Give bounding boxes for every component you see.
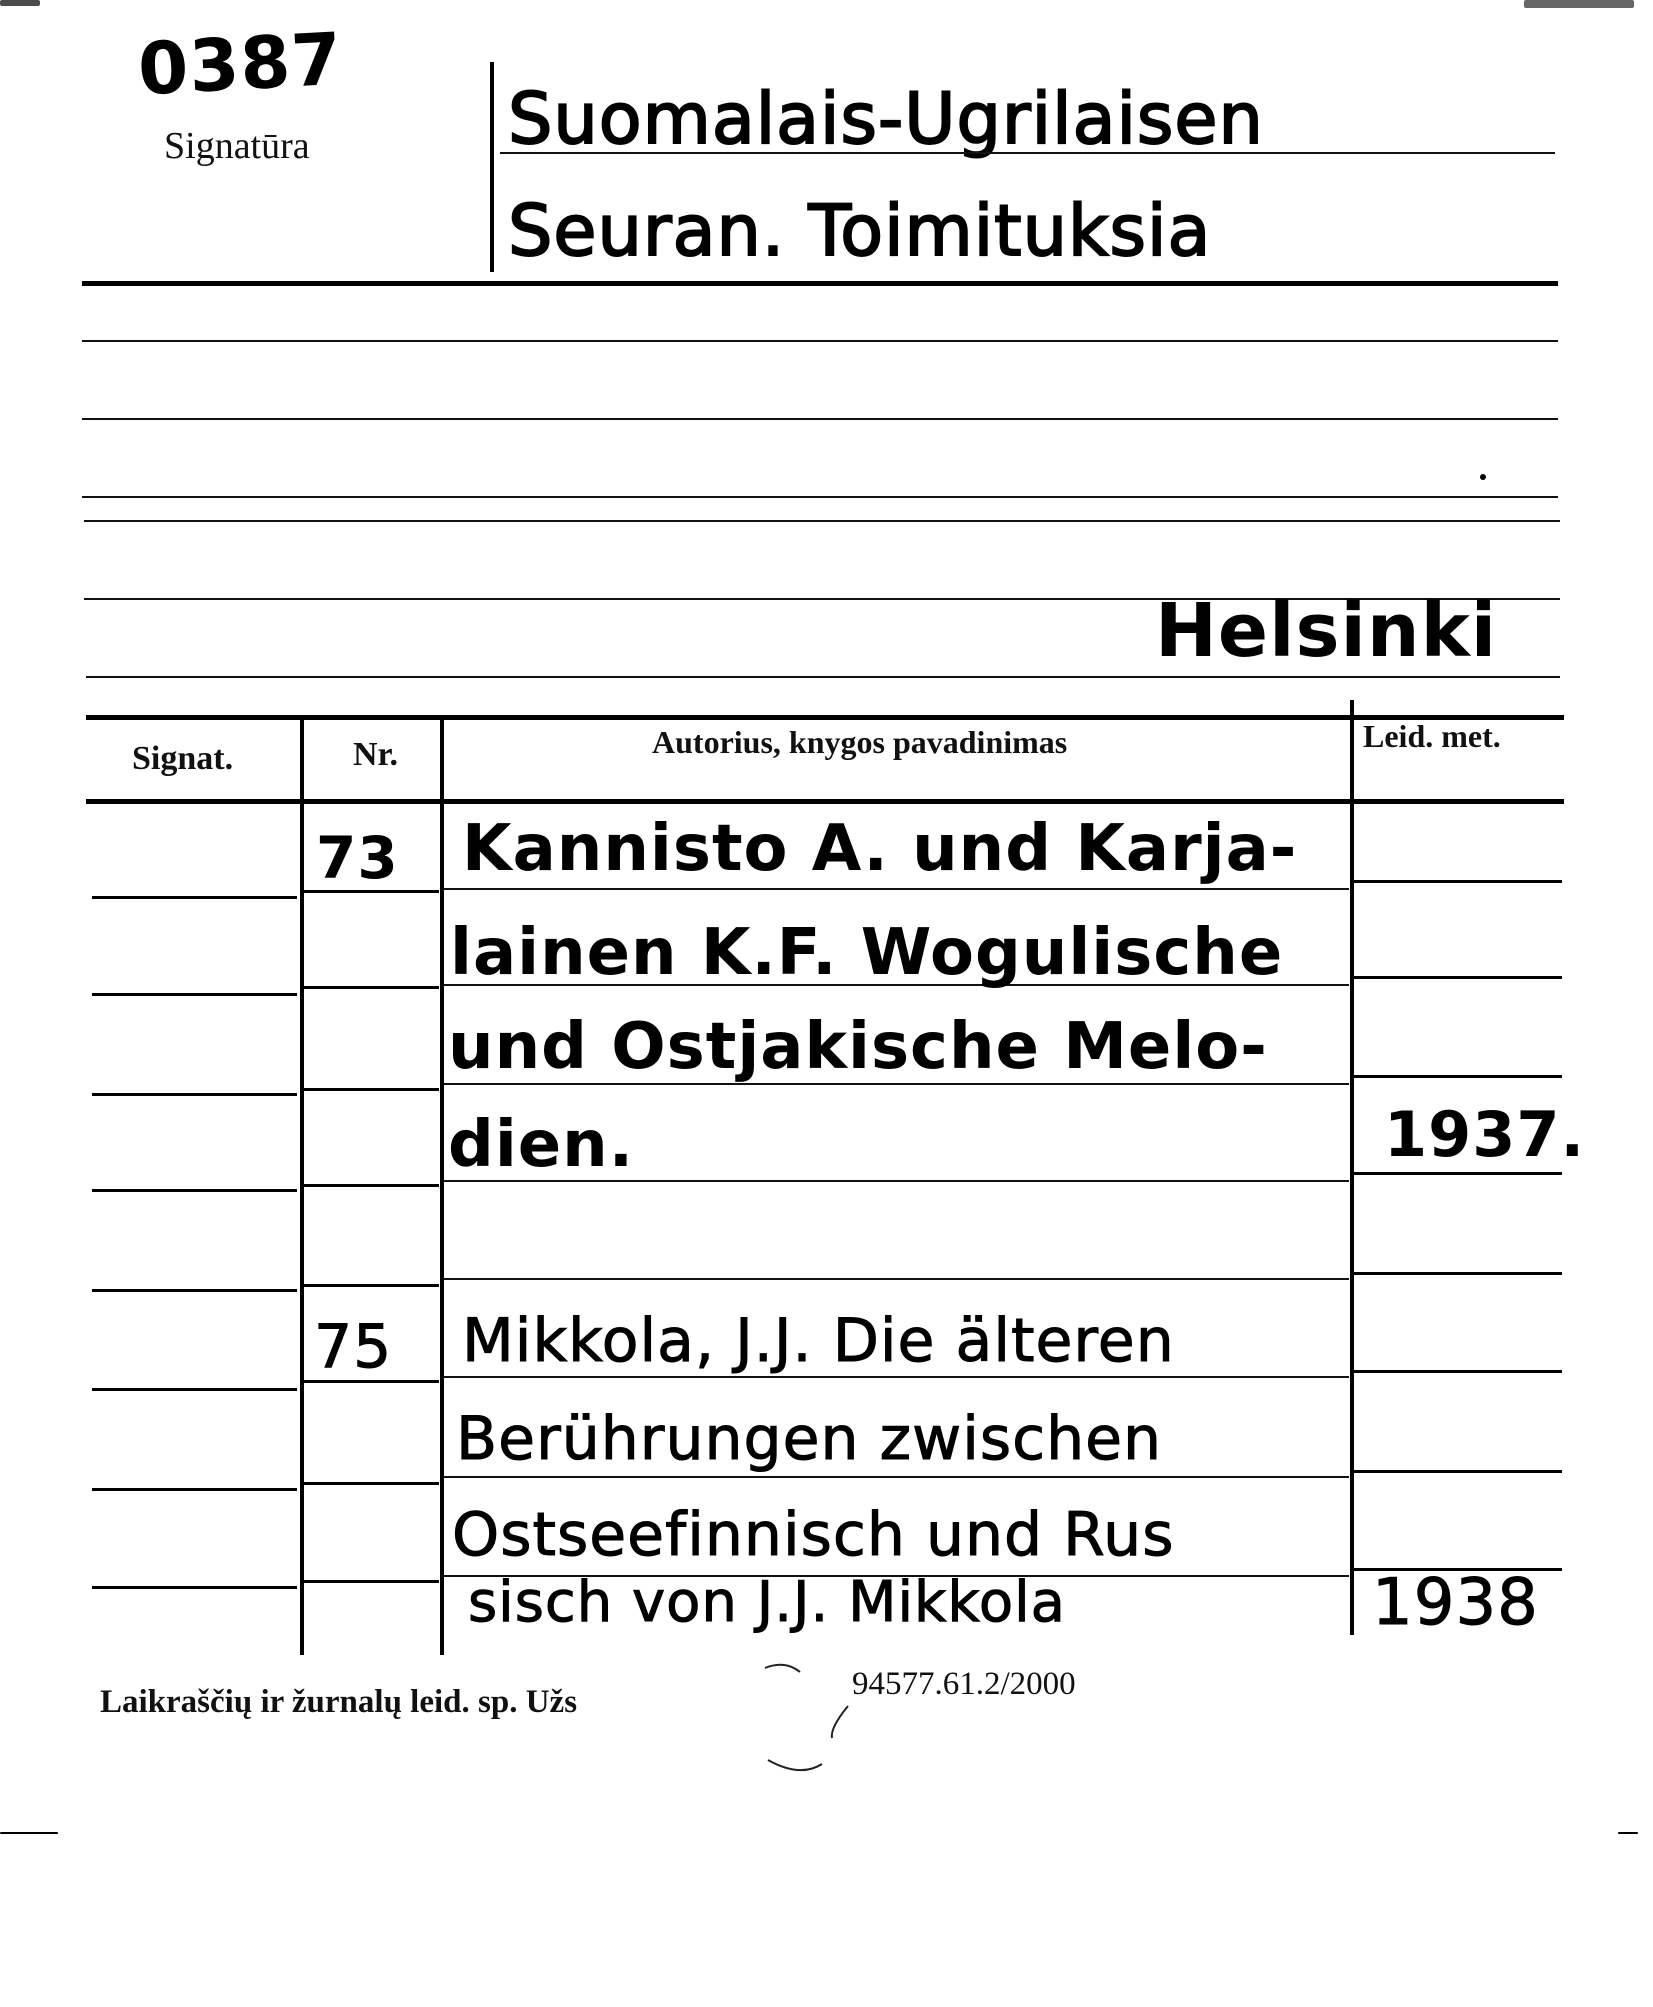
row-rule bbox=[92, 1488, 297, 1491]
printer-order-number: 94577.61.2/2000 bbox=[852, 1666, 1076, 1702]
row-rule bbox=[92, 1388, 297, 1391]
column-header-author-title: Autorius, knygos pavadinimas bbox=[652, 724, 1068, 760]
ruled-line bbox=[84, 520, 1560, 522]
ruled-line bbox=[82, 496, 1558, 498]
place-name: Helsinki bbox=[1155, 588, 1498, 674]
row-rule bbox=[303, 1284, 439, 1287]
column-divider bbox=[440, 720, 444, 1655]
ruled-line bbox=[82, 340, 1558, 342]
entry-number: 75 bbox=[314, 1312, 393, 1382]
row-rule bbox=[1354, 1470, 1562, 1473]
row-rule bbox=[303, 1184, 439, 1187]
entry-number: 73 bbox=[316, 824, 399, 892]
entry-line: lainen K.F. Wogulische bbox=[450, 916, 1284, 990]
series-rule-1 bbox=[500, 152, 1555, 154]
entry-year: 1938 bbox=[1372, 1566, 1539, 1640]
entry-line: Mikkola, J.J. Die älteren bbox=[462, 1306, 1175, 1376]
table-header-rule bbox=[86, 799, 1564, 804]
signature-number: 0387 bbox=[135, 16, 345, 112]
row-rule bbox=[1354, 880, 1562, 883]
row-rule bbox=[444, 1376, 1349, 1378]
column-header-signat: Signat. bbox=[132, 740, 234, 777]
row-rule bbox=[1354, 1075, 1562, 1078]
row-rule bbox=[303, 986, 439, 989]
row-rule bbox=[92, 1289, 297, 1292]
header-divider bbox=[490, 62, 494, 272]
entry-line: sisch von J.J. Mikkola bbox=[468, 1570, 1066, 1635]
column-divider bbox=[300, 720, 304, 1655]
row-rule bbox=[92, 1586, 297, 1589]
entry-line: Ostseefinnisch und Rus bbox=[452, 1500, 1175, 1570]
printer-note: Laikraščių ir žurnalų leid. sp. Užs bbox=[100, 1684, 578, 1720]
row-rule bbox=[444, 1476, 1349, 1478]
signature-label: Signatūra bbox=[164, 125, 310, 167]
row-rule bbox=[303, 1088, 439, 1091]
row-rule bbox=[1354, 1370, 1562, 1373]
header-rule bbox=[82, 281, 1558, 286]
row-rule bbox=[92, 896, 297, 899]
scan-speck bbox=[1618, 1832, 1638, 1834]
scan-speck bbox=[0, 1832, 58, 1834]
row-rule bbox=[444, 888, 1349, 890]
entry-line: dien. bbox=[448, 1108, 635, 1182]
series-title-line-2: Seuran. Toimituksia bbox=[508, 190, 1212, 272]
pencil-mark bbox=[760, 1658, 870, 1778]
row-rule bbox=[92, 1093, 297, 1096]
scan-speck bbox=[0, 0, 40, 6]
column-divider bbox=[1350, 700, 1354, 1635]
column-header-nr: Nr. bbox=[353, 736, 399, 773]
row-rule bbox=[92, 993, 297, 996]
row-rule bbox=[92, 1189, 297, 1192]
ruled-line bbox=[82, 418, 1558, 420]
table-top-rule bbox=[86, 715, 1564, 720]
row-rule bbox=[1354, 1172, 1562, 1175]
scan-speck bbox=[1524, 0, 1634, 8]
entry-line: Berührungen zwischen bbox=[456, 1404, 1163, 1474]
series-title-line-1: Suomalais-Ugrilaisen bbox=[508, 78, 1264, 160]
row-rule bbox=[303, 1482, 439, 1485]
entry-year: 1937. bbox=[1384, 1098, 1586, 1171]
ruled-line bbox=[86, 676, 1560, 678]
row-rule bbox=[303, 1580, 439, 1583]
row-rule bbox=[1354, 1272, 1562, 1275]
entry-line: Kannisto A. und Karja- bbox=[462, 812, 1298, 886]
scan-speck bbox=[1480, 474, 1486, 480]
row-rule bbox=[1354, 976, 1562, 979]
column-header-year: Leid. met. bbox=[1363, 718, 1501, 754]
entry-line: und Ostjakische Melo- bbox=[448, 1010, 1268, 1084]
row-rule bbox=[444, 1278, 1349, 1280]
